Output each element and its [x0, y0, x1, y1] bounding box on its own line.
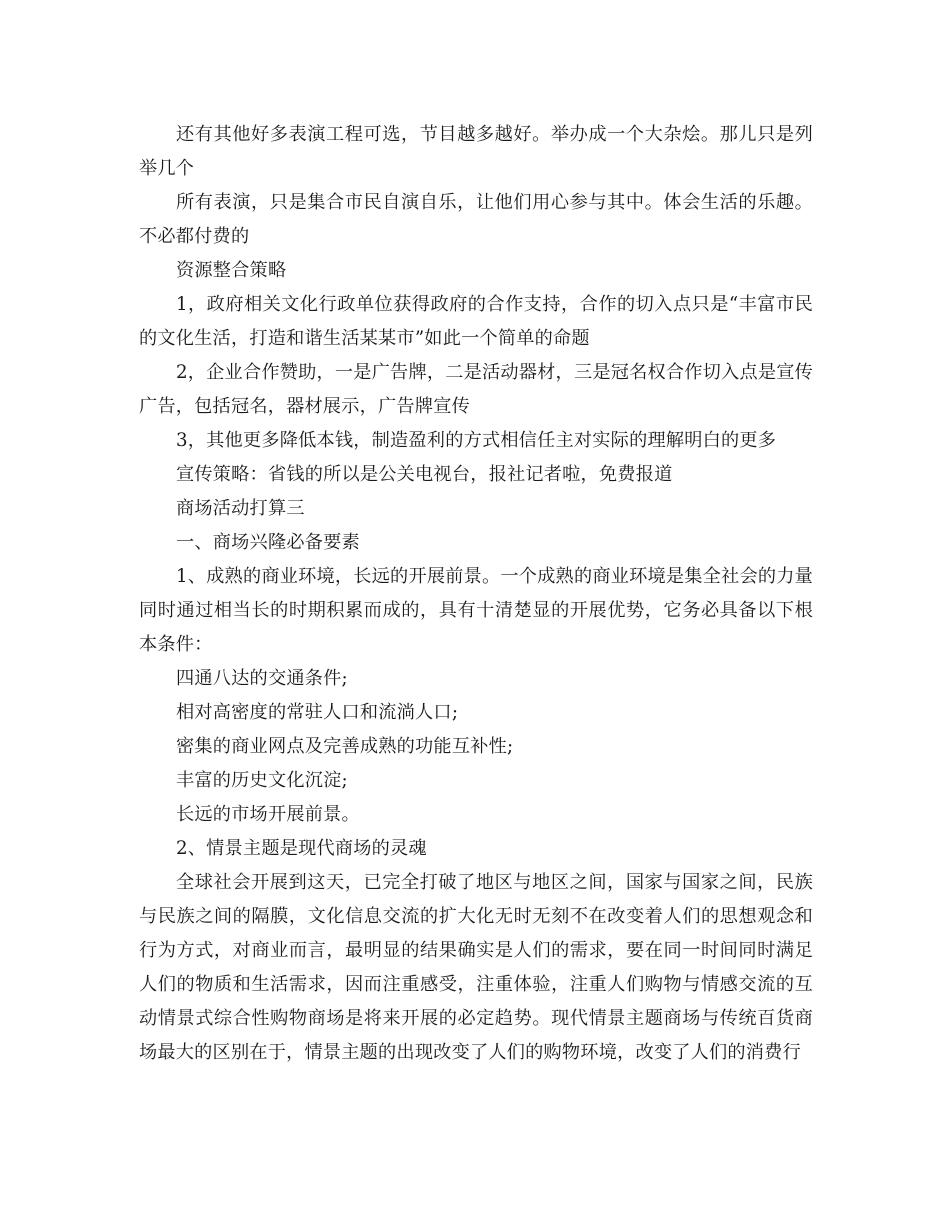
paragraph-mature-environment: 1、成熟的商业环境，长远的开展前景。一个成熟的商业环境是集全社会的力量同时通过相当长的时期积累而成的，具有十清楚显的开展优势，它务必具备以下根本条件：	[139, 566, 813, 655]
list-item-market-prospect: 长远的市场开展前景。	[176, 804, 360, 825]
paragraph-cost-reduction: 3，其他更多降低本钱，制造盈利的方式相信任主对实际的理解明白的更多	[176, 430, 777, 451]
paragraph-citizen-participation: 所有表演，只是集合市民自演自乐，让他们用心参与其中。体会生活的乐趣。不必都付费的	[139, 192, 813, 247]
paragraph-publicity-strategy: 宣传策略：省钱的所以是公关电视台，报社记者啦，免费报道	[176, 464, 673, 485]
list-item-culture: 丰富的历史文化沉淀;	[176, 770, 348, 791]
paragraph-government-cooperation: 1，政府相关文化行政单位获得政府的合作支持，合作的切入点只是“丰富市民的文化生活，打造和谐生活某某市”如此一个简单的命题	[139, 294, 813, 349]
document-body	[139, 118, 813, 1070]
paragraph-performance-options: 还有其他好多表演工程可选，节目越多越好。举办成一个大杂烩。那儿只是列举几个	[139, 124, 813, 179]
paragraph-enterprise-sponsorship: 2，企业合作赞助，一是广告牌，二是活动器材，三是冠名权合作切入点是宣传广告，包括冠名，器材展示，广告牌宣传	[139, 362, 813, 417]
list-item-population: 相对高密度的常驻人口和流淌人口;	[176, 702, 459, 723]
list-item-commercial-network: 密集的商业网点及完善成熟的功能互补性;	[176, 736, 514, 757]
heading-prosperity-elements: 一、商场兴隆必备要素	[176, 532, 360, 553]
heading-scene-theme: 2、情景主题是现代商场的灵魂	[176, 838, 427, 859]
heading-resource-integration: 资源整合策略	[176, 260, 287, 281]
list-item-transport: 四通八达的交通条件;	[176, 668, 348, 689]
paragraph-global-society: 全球社会开展到这天，已完全打破了地区与地区之间，国家与国家之间，民族与民族之间的隔膜，文化信息交流的扩大化无时无刻不在改变着人们的思想观念和行为方式，对商业而言，最明显的结果确实是人们的需求，要在同一时间同时满足人们的物质和生活需求，因而注重感受，注重体验，注重人们购物与情感交流的互动情景式综合性购物商场是将来开展的必定趋势。现代情景主题商场与传统百货商场最大的区别在于，情景主题的出现改变了人们的购物环境，改变了人们的消费行	[139, 872, 813, 1063]
heading-plan-three: 商场活动打算三	[176, 498, 305, 519]
